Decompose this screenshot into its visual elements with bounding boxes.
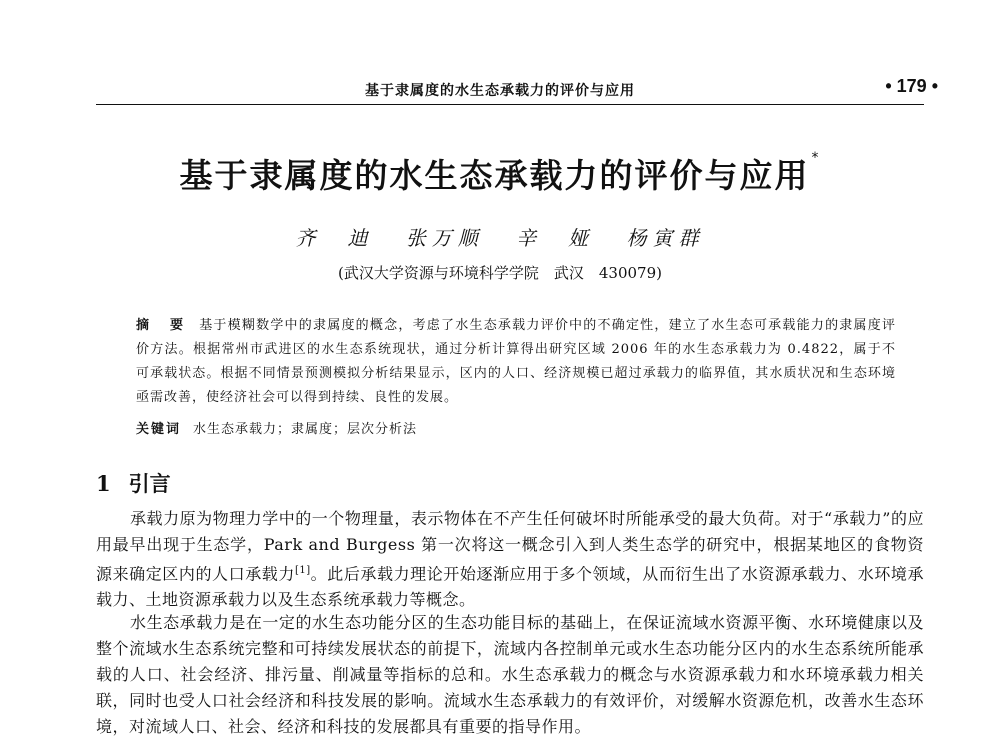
author-name: 杨寅群	[626, 226, 705, 250]
abstract-text: 基于模糊数学中的隶属度的概念，考虑了水生态承载力评价中的不确定性，建立了水生态可承载能力的隶属度评价方法。根据常州市武进区的水生态系统现状，通过分析计算得出研究区域 2006 年的水生态承载力为 0.4822，属于不可承载状态。根据不同情景预测模拟分析结果显示，区内的人口、经济规模已超过承载力的临界值，其水质状况和生态环境亟需改善，使经济社会可以得到持续、良性的发展。	[136, 318, 896, 405]
author-list	[0, 222, 1000, 251]
section-number: 1	[96, 471, 111, 496]
keywords-label: 关键词	[136, 422, 182, 437]
author-name: 张万顺	[405, 226, 484, 250]
header-rule	[96, 104, 924, 105]
paragraph	[96, 610, 924, 740]
section-heading	[96, 468, 171, 498]
paragraph-text: 。此后承载力理论开始逐渐应用于多个领域，从而衍生出了水资源承载力、水环境承载力、土地资源承载力以及生态系统承载力等概念。	[96, 564, 924, 610]
paragraph-text: 水生态承载力是在一定的水生态功能分区的生态功能目标的基础上，在保证流域水资源平衡、水环境健康以及整个流域水生态系统完整和可持续发展状态的前提下，流域内各控制单元或水生态功能分区内的水生态系统所能承载的人口、社会经济、排污量、削减量等指标的总和。水生态承载力的概念与水资源承载力和水环境承载力相关联，同时也受人口社会经济和科技发展的影响。流域水生态承载力的有效评价，对缓解水资源危机，改善水生态环境，对流域人口、社会、经济和科技的发展都具有重要的指导作用。	[96, 613, 924, 736]
citation-ref: [1]	[294, 565, 311, 576]
author-name: 齐 迪	[295, 226, 374, 250]
abstract-label: 摘 要	[136, 318, 192, 333]
author-name: 辛 娅	[516, 226, 595, 250]
article-title-text: 基于隶属度的水生态承载力的评价与应用	[179, 156, 810, 195]
keywords-text: 水生态承载力；隶属度；层次分析法	[193, 422, 418, 437]
title-footnote-mark: *	[811, 150, 821, 166]
article-title	[0, 150, 1000, 197]
section-title: 引言	[128, 471, 171, 496]
paragraph	[96, 506, 924, 613]
running-title: 基于隶属度的水生态承载力的评价与应用	[365, 83, 635, 99]
abstract	[136, 314, 896, 410]
affiliation: (武汉大学资源与环境科学学院 武汉 430079)	[338, 264, 662, 282]
page-number: • 179 •	[885, 76, 938, 96]
keywords	[136, 418, 896, 437]
paragraph-text: 承载力原为物理力学中的一个物理量，表示物体在不产生任何破坏时所能承受的最大负荷。对于“承载力”的应用最早出现于生态学，Park and Burgess 第一次将这一概念引入到人类生态学的研究中，根据某地区的食物资源来确定区内的人口承载力	[96, 509, 924, 584]
